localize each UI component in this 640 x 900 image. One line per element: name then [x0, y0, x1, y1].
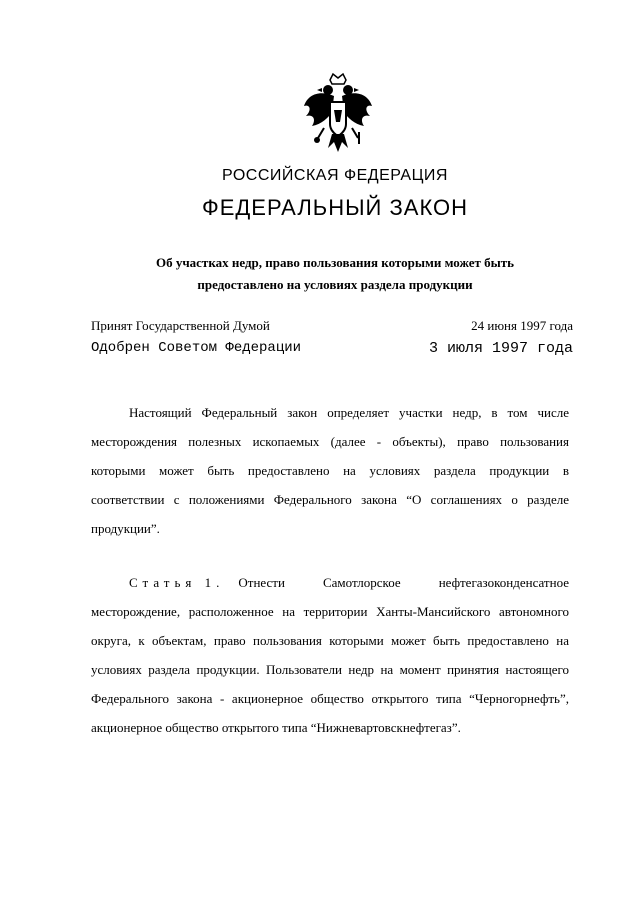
adoption-duma-row	[91, 318, 573, 334]
law-title-line: предоставлено на условиях раздела продукции	[197, 277, 473, 292]
paragraph-line: акционерное общество открытого типа “Нижневартовскнефтегаз”.	[91, 720, 461, 735]
paragraph-line: Настоящий Федеральный закон определяет участки недр, в том числе	[129, 405, 569, 420]
law-title	[90, 252, 580, 296]
paragraph-line: условиях раздела продукции. Пользователи недр на момент принятия настоящего	[91, 662, 569, 677]
paragraph-line: округа, к объектам, право пользования которыми может быть предоставлено на	[91, 633, 569, 648]
paragraph-line: которыми может быть предоставлено на условиях раздела продукции в	[91, 463, 569, 478]
paragraph-line: продукции”.	[91, 521, 160, 536]
adoption-council-row	[91, 340, 573, 357]
paragraph-line: Федерального закона - акционерное общество открытого типа “Черногорнефть”,	[91, 691, 569, 706]
paragraph-line: месторождение, расположенное на территории Ханты-Мансийского автономного	[91, 604, 569, 619]
paragraph-line: Отнести Самотлорское нефтегазоконденсатное	[238, 575, 569, 590]
country-name: РОССИЙСКАЯ ФЕДЕРАЦИЯ	[222, 167, 448, 184]
paragraph-line: соответствии с положениями Федерального закона “О соглашениях о разделе	[91, 492, 569, 507]
document-type: ФЕДЕРАЛЬНЫЙ ЗАКОН	[201, 195, 469, 220]
council-label: Одобрен Советом Федерации	[91, 340, 302, 356]
preamble-paragraph	[91, 398, 569, 543]
law-title-line: Об участках недр, право пользования которыми может быть	[155, 255, 515, 270]
article-heading: Статья 1.	[129, 575, 225, 590]
council-date: 3 июля 1997 года	[428, 340, 573, 357]
russian-coat-of-arms-icon	[300, 72, 376, 156]
paragraph-line: месторождения полезных ископаемых (далее - объекты), право пользования	[91, 434, 569, 449]
duma-label: Принят Государственной Думой	[91, 318, 270, 333]
article-1	[91, 568, 569, 742]
duma-date: 24 июня 1997 года	[471, 318, 573, 333]
article-first-line	[91, 568, 569, 597]
